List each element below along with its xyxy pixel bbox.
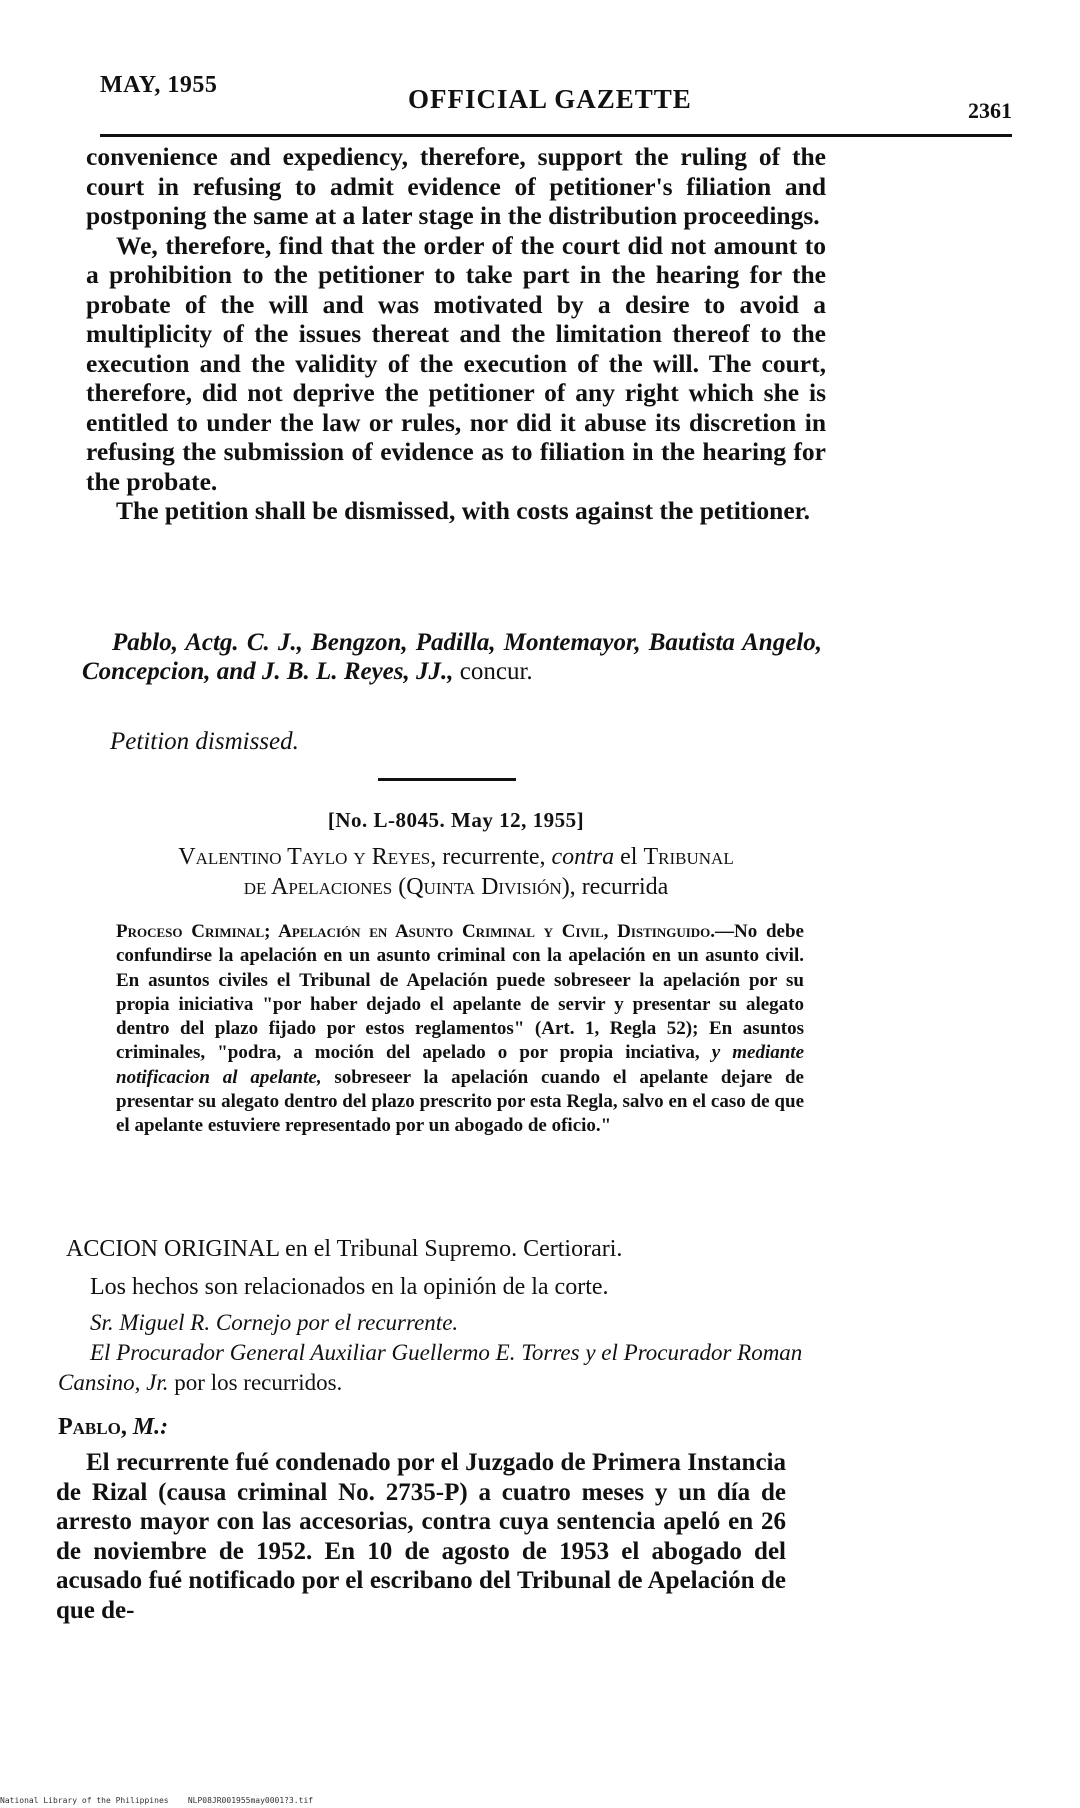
syllabus-heading: Proceso Criminal; Apelación en Asunto Criminal y Civil, Distinguido. [116,921,716,942]
scan-footer [0,1796,313,1805]
concurrence [82,628,822,686]
original-action-line [66,1234,806,1264]
ponente [58,1414,168,1441]
opinion-paragraph-2: We, therefore, find that the order of the court did not amount to a prohibition to the petitioner to take part in the hearing for the probate of the will and was motivated by a desire to avoid a multiplicity of the issues thereat and the limitation thereof to the execution and the validity of the execution of the will. The court, therefore, did not deprive the petitioner of any right which she is entitled to under the law or rules, nor did it abuse its discretion in refusing the submission of evidence as to filiation in the hearing for the probate. [86,230,826,496]
header-rule [100,134,1012,137]
opinion-body: El recurrente fué condenado por el Juzgado de Primera Instancia de Rizal (causa criminal No. 2735-P) a cuatro meses y un día de arresto mayor con las accesorias, contra cuya sentencia apeló en 26 de noviembre de 1952. En 10 de agosto de 1953 el abogado del acusado fué notificado por el escribano del Tribunal de Apelación de que de- [56,1449,786,1624]
disposition: Petition dismissed. [110,728,299,755]
syllabus [116,920,804,1139]
concur-word: concur. [459,658,533,685]
contra-word: contra [551,844,615,870]
syllabus-text-1: —No debe confundirse la apelación en un asunto criminal con la apelación en un asunto civil. En asuntos civiles el Tribunal de Apelación puede sobreseer la apelación por su propia iniciativa "por haber dejado el apelante de servir y presentar su alegato dentro del plazo fijado por estos reglamentos" (Art. 1, Regla 52); En asuntos criminales, "podra, a moción del apelado o por propia inciativa, [116,921,804,1064]
respondent-court-2: de Apelaciones (Quinta División), [243,874,576,900]
footer-source: National Library of the Philippines [0,1796,169,1805]
counsel [58,1308,818,1398]
counsel-respondents-rest: por los recurridos. [168,1370,343,1395]
section-divider [378,778,516,781]
accion-rest: en el Tribunal Supremo. Certiorari. [279,1236,623,1262]
syllabus-text-2: sobreseer la apelación cuando el apelante dejare de presentar su alegato dentro del plazo prescrito por esta Regla, salvo en el caso de que el apelante estuviere representado por un abogado de oficio." [116,1066,804,1137]
opinion-paragraph-1: convenience and expediency, therefore, support the ruling of the court in refusing to admit evidence of petitioner's filiation and postponing the same at a later stage in the distribution proceedings. [86,142,826,230]
case-parties [86,842,826,902]
petitioner-role: recurrente, [436,844,552,870]
header-title: OFFICIAL GAZETTE [408,84,692,114]
opinion-paragraph-3: The petition shall be dismissed, with costs against the petitioner. [116,496,810,525]
accion-caps: ACCION ORIGINAL [66,1236,280,1262]
respondent-court-1: Tribunal [643,844,734,870]
page-number: 2361 [968,98,1012,123]
respondent-role: recurrida [575,874,669,900]
petitioner-name: Valentino Taylo y Reyes, [178,844,437,870]
case-number: [No. L-8045. May 12, 1955] [327,808,585,832]
counsel-respondents: El Procurador General Auxiliar Guellermo E. Torres y el Procurador Roman Cansino, Jr. [58,1340,803,1395]
footer-file: NLP08JR001955may0001?3.tif [187,1796,314,1805]
el-word: el [614,844,644,870]
facts-line: Los hechos son relacionados en la opinión de la corte. [90,1274,609,1300]
concurring-justices: Pablo, Actg. C. J., Bengzon, Padilla, Montemayor, Bautista Angelo, Concepcion, and J. B. L. Reyes, JJ., [82,629,822,685]
page-header [100,70,1012,123]
syllabus-italic: y mediante notificacion al apelante, [116,1042,805,1088]
header-date: MAY, 1955 [100,72,218,98]
counsel-petitioner: Sr. Miguel R. Cornejo por el recurrente. [90,1310,459,1335]
opinion-end [86,142,826,526]
ponente-title: M.: [126,1414,169,1440]
ponente-name: Pablo, [58,1414,127,1440]
